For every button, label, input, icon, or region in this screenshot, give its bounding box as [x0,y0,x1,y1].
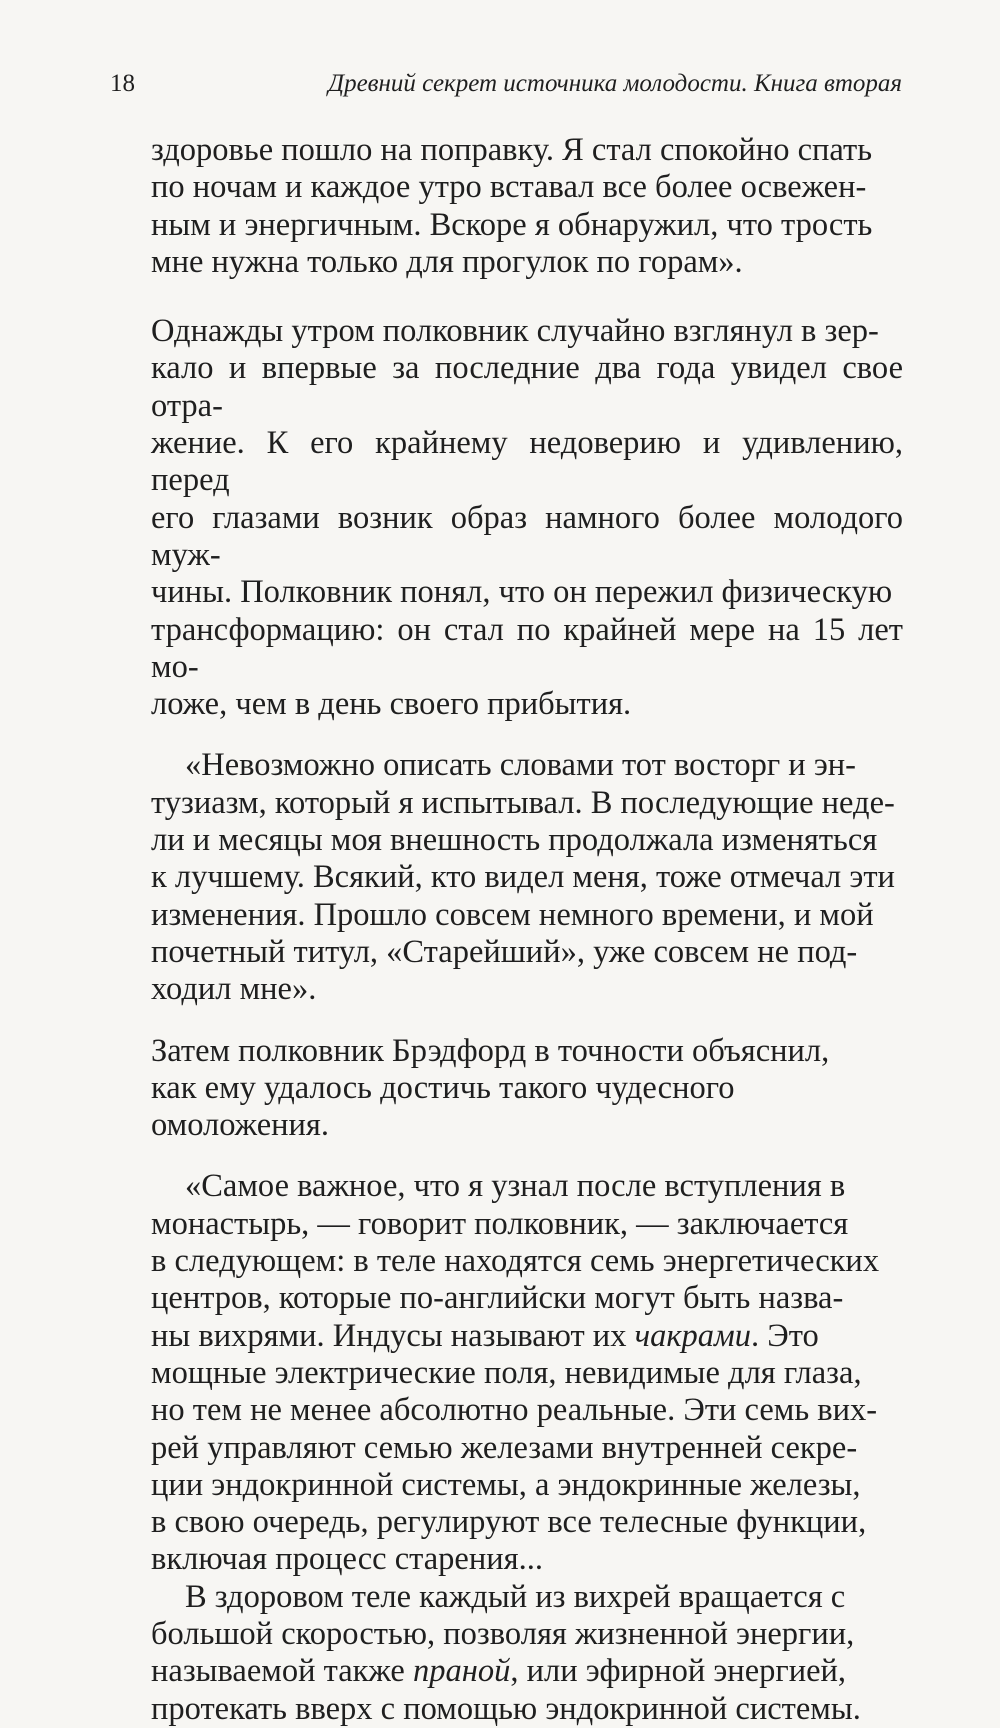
text-line: почетный титул, «Старейший», уже совсем не под- [151,933,858,970]
text-line: но тем не менее абсолютно реальные. Эти семь вих- [151,1392,878,1429]
text-line: к лучшему. Всякий, кто видел меня, тоже отмечал эти [151,859,895,896]
text-line: его глазами возник образ намного более молодого муж- [151,499,903,573]
text-line: мне нужна только для прогулок по горам». [151,243,743,280]
text-line: ходил мне». [151,971,317,1008]
text-line: в свою очередь, регулируют все телесные функции, [151,1504,867,1541]
text-segment: . Это [751,1317,819,1354]
text-line: ложе, чем в день своего прибытия. [151,686,632,723]
text-line: трансформацию: он стал по крайней мере на 15 лет мо- [151,611,903,685]
page-header [110,70,902,110]
text-line: ным и энергичным. Вскоре я обнаружил, что трость [151,206,873,243]
text-line: большой скоростью, позволяя жизненной энергии, [151,1615,855,1652]
paragraph-6 [151,1579,903,1728]
paragraph-4 [151,1033,903,1145]
text-line: Однажды утром полковник случайно взглянул в зер- [151,313,879,350]
text-line: изменения. Прошло совсем немного времени, и мой [151,896,874,933]
paragraph-1 [151,132,903,281]
text-line: ли и месяцы моя внешность продолжала изменяться [151,822,878,859]
text-segment: ны вихрями. Индусы называют их [151,1317,635,1354]
text-line: мощные электрические поля, невидимые для глаза, [151,1354,862,1391]
text-line: ции эндокринной системы, а эндокринные железы, [151,1466,861,1503]
page-number: 18 [110,70,135,97]
text-segment: , или эфирной энергией, [510,1653,847,1690]
text-line: В здоровом теле каждый из вихрей вращается с [185,1578,846,1615]
text-line-with-italic [151,1653,903,1690]
text-line: здоровье пошло на поправку. Я стал спокойно спать [151,132,873,168]
text-line: центров, которые по-английски могут быть назва- [151,1280,844,1317]
text-line: тузиазм, который я испытывал. В последующие неде- [151,784,895,821]
text-line: рей управляют семью железами внутренней секре- [151,1429,858,1466]
text-line: монастырь, — говорит полковник, — заключается [151,1205,849,1242]
text-segment: называемой также [151,1653,413,1690]
paragraph-2 [151,313,903,723]
text-line-with-italic [151,1318,903,1355]
text-line: чины. Полковник понял, что он пережил физическую [151,574,893,611]
text-line: протекать вверх с помощью эндокринной системы. [151,1690,861,1727]
running-title: Древний секрет источника молодости. Книга вторая [328,70,902,97]
italic-term: чакрами [634,1317,752,1354]
main-text [151,132,903,1728]
text-line: Затем полковник Брэдфорд в точности объяснил, [151,1032,830,1069]
text-line: «Невозможно описать словами тот восторг и эн- [185,747,856,784]
text-line: жение. К его крайнему недоверию и удивлению, перед [151,425,903,499]
text-line: по ночам и каждое утро вставал все более освежен- [151,169,867,206]
text-line: «Самое важное, что я узнал после вступления в [185,1168,846,1205]
paragraph-5 [151,1168,903,1578]
text-line: в следующем: в теле находятся семь энергетических [151,1243,880,1280]
italic-term: праной [412,1653,511,1690]
paragraph-3 [151,747,903,1008]
text-line: как ему удалось достичь такого чудесного омоложения. [151,1069,735,1144]
text-line: включая процесс старения... [151,1541,543,1578]
text-line: кало и впервые за последние два года увидел свое отра- [151,350,903,424]
